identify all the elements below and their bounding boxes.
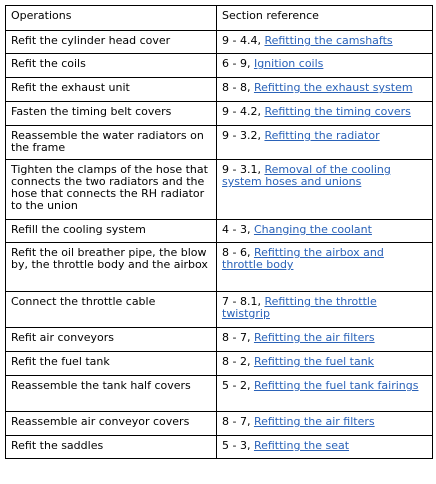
- operation-cell: Connect the throttle cable: [6, 292, 217, 327]
- section-link[interactable]: Refitting the fuel tank: [253, 355, 375, 368]
- section-number: 8 - 8,: [222, 81, 254, 94]
- section-reference-cell: [217, 328, 432, 351]
- operation-cell: Refit the saddles: [6, 436, 217, 458]
- table-row: [6, 327, 432, 351]
- operation-cell: Reassemble the tank half covers: [6, 376, 217, 411]
- section-reference-cell: [217, 243, 432, 291]
- table-row: [6, 351, 432, 375]
- section-number: 9 - 3.2,: [222, 129, 265, 142]
- operation-cell: Tighten the clamps of the hose that connects the two radiators and the hose that connects the RH radiator to the union: [6, 160, 217, 219]
- operation-cell: Refit air conveyors: [6, 328, 217, 351]
- section-number: 7 - 8.1,: [222, 295, 265, 308]
- section-reference-cell: [217, 412, 432, 435]
- section-reference-cell: [217, 436, 432, 458]
- section-number: 5 - 2,: [222, 379, 254, 392]
- section-number: 8 - 2,: [222, 355, 254, 368]
- section-reference-cell: [217, 352, 432, 375]
- section-number: 4 - 3,: [222, 223, 254, 236]
- section-link[interactable]: Refitting the seat: [253, 439, 350, 452]
- table-row: [6, 242, 432, 291]
- section-reference-cell: [217, 292, 432, 327]
- operation-cell: Refit the fuel tank: [6, 352, 217, 375]
- table-row: [6, 375, 432, 411]
- table-header-row: [6, 6, 432, 30]
- procedure-table: [5, 5, 433, 459]
- table-row: [6, 77, 432, 101]
- section-reference-cell: [217, 102, 432, 125]
- section-link[interactable]: Refitting the air filters: [253, 415, 375, 428]
- table-row: [6, 53, 432, 77]
- operation-cell: Reassemble air conveyor covers: [6, 412, 217, 435]
- section-number: 5 - 3,: [222, 439, 254, 452]
- section-reference-cell: [217, 54, 432, 77]
- section-reference-cell: [217, 126, 432, 159]
- table-row: [6, 411, 432, 435]
- section-number: 9 - 3.1,: [222, 163, 265, 176]
- operation-cell: Refit the exhaust unit: [6, 78, 217, 101]
- operation-cell: Refit the coils: [6, 54, 217, 77]
- table-body: [6, 30, 432, 458]
- table-row: [6, 219, 432, 242]
- section-link[interactable]: Refitting the exhaust system: [253, 81, 413, 94]
- operation-cell: Fasten the timing belt covers: [6, 102, 217, 125]
- table-row: [6, 101, 432, 125]
- section-link[interactable]: Refitting the radiator: [264, 129, 380, 142]
- section-number: 8 - 7,: [222, 331, 254, 344]
- table-row: [6, 125, 432, 159]
- header-operations: Operations: [6, 6, 217, 30]
- section-number: 9 - 4.2,: [222, 105, 265, 118]
- operation-cell: Refit the oil breather pipe, the blow by, the throttle body and the airbox: [6, 243, 217, 291]
- table-row: [6, 159, 432, 219]
- section-reference-cell: [217, 31, 432, 53]
- header-section-reference: Section reference: [222, 9, 319, 22]
- section-reference-cell: [217, 160, 432, 219]
- section-link[interactable]: Refitting the fuel tank fairings: [253, 379, 419, 392]
- section-number: 8 - 7,: [222, 415, 254, 428]
- section-link[interactable]: Ignition coils: [253, 57, 324, 70]
- section-link[interactable]: Refitting the airbox and throttle body: [222, 246, 384, 271]
- section-reference-cell: [217, 220, 432, 242]
- table-row: [6, 291, 432, 327]
- operation-cell: Refit the cylinder head cover: [6, 31, 217, 53]
- section-number: 6 - 9,: [222, 57, 254, 70]
- section-link[interactable]: Changing the coolant: [253, 223, 372, 236]
- section-link[interactable]: Refitting the throttle twistgrip: [222, 295, 377, 320]
- operation-cell: Reassemble the water radiators on the frame: [6, 126, 217, 159]
- section-link[interactable]: Refitting the timing covers: [264, 105, 411, 118]
- section-reference-cell: [217, 78, 432, 101]
- section-link[interactable]: Refitting the air filters: [253, 331, 375, 344]
- section-link[interactable]: Refitting the camshafts: [264, 34, 393, 47]
- section-link[interactable]: Removal of the cooling system hoses and unions: [222, 163, 391, 188]
- section-number: 8 - 6,: [222, 246, 254, 259]
- section-reference-cell: [217, 376, 432, 411]
- operation-cell: Refill the cooling system: [6, 220, 217, 242]
- table-row: [6, 30, 432, 53]
- section-number: 9 - 4.4,: [222, 34, 265, 47]
- table-row: [6, 435, 432, 458]
